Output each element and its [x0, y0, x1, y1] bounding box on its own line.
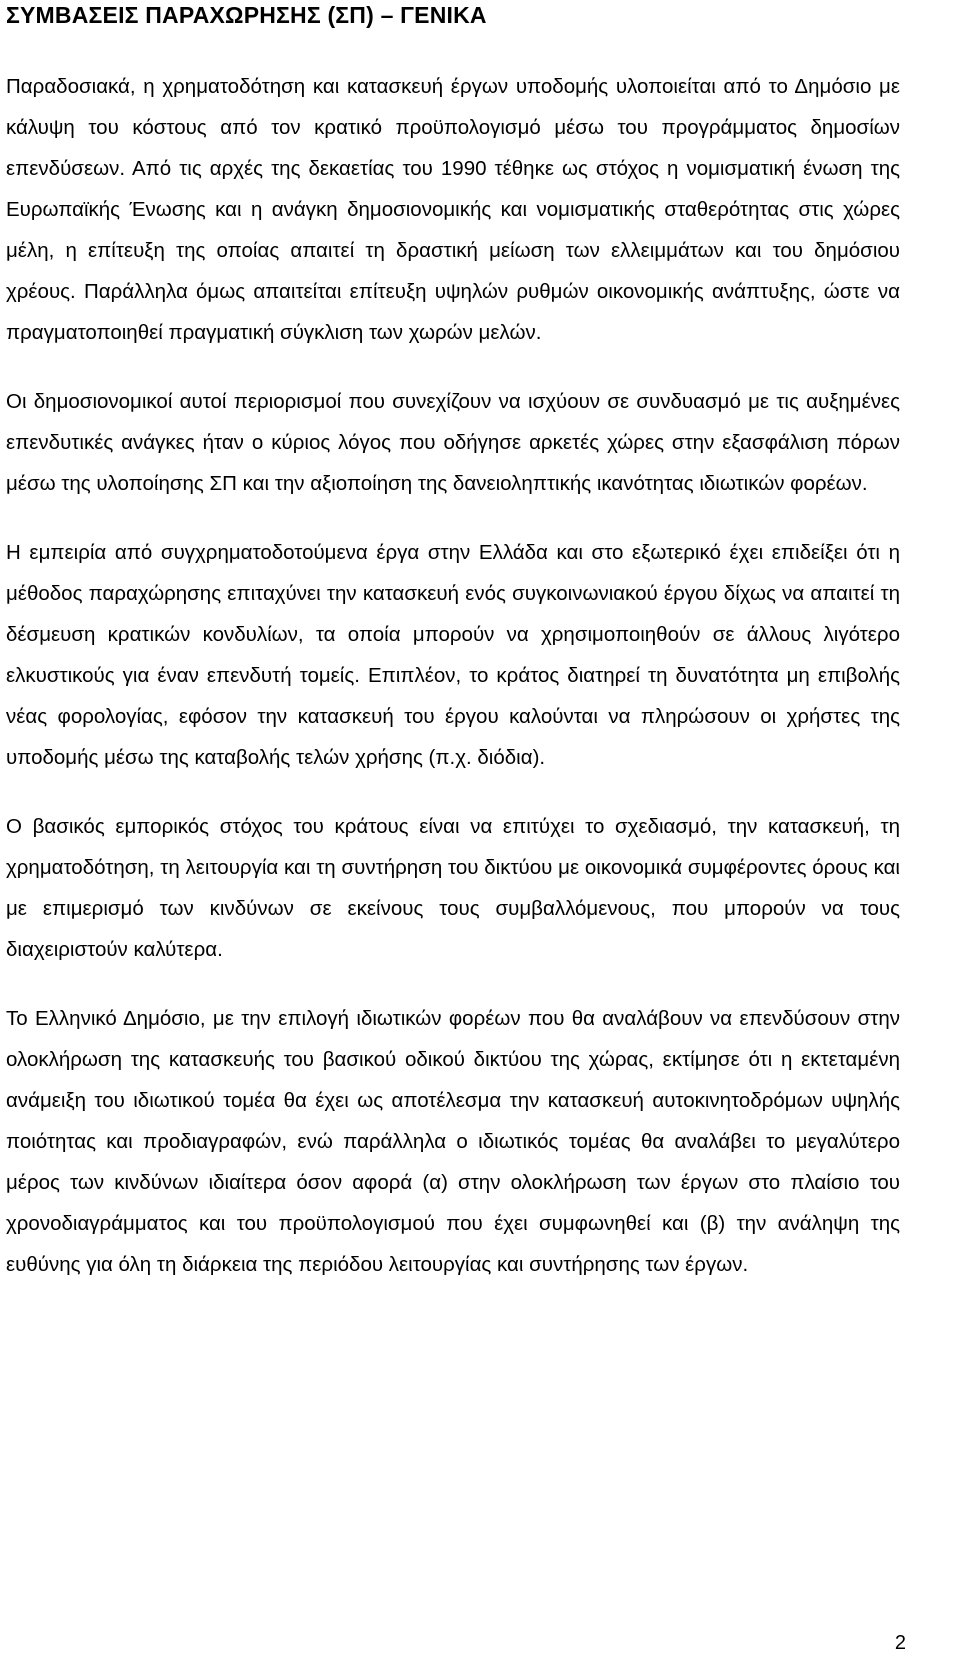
paragraph-5: Το Ελληνικό Δημόσιο, με την επιλογή ιδιωτικών φορέων που θα αναλάβουν να επενδύσουν στην ολοκλήρωση της κατασκευής του βασικού οδικού δικτύου της χώρας, εκτίμησε ότι η εκτεταμένη ανάμειξη του ιδιωτικού τομέα θα έχει ως αποτέλεσμα την κατασκευή αυτοκινητοδρόμων υψηλής ποιότητας και προδιαγραφών, ενώ παράλληλα ο ιδιωτικός τομέας θα αναλάβει το μεγαλύτερο μέρος των κινδύνων ιδιαίτερα όσον αφορά (α) στην ολοκλήρωση των έργων στο πλαίσιο του χρονοδιαγράμματος και του προϋπολογισμού που έχει συμφωνηθεί και (β) την ανάληψη της ευθύνης για όλη τη διάρκεια της περιόδου λειτουργίας και συντήρησης των έργων.	[6, 1007, 900, 1276]
document-body	[6, 66, 900, 1313]
page-number: 2	[894, 1632, 906, 1654]
paragraph-1: Παραδοσιακά, η χρηματοδότηση και κατασκευή έργων υποδομής υλοποιείται από το Δημόσιο με κάλυψη του κόστους από τον κρατικό προϋπολογισμό μέσω του προγράμματος δημοσίων επενδύσεων. Από τις αρχές της δεκαετίας του 1990 τέθηκε ως στόχος η νομισματική ένωση της Ευρωπαϊκής Ένωσης και η ανάγκη δημοσιονομικής και νομισματικής σταθερότητας στις χώρες μέλη, η επίτευξη της οποίας απαιτεί τη δραστική μείωση των ελλειμμάτων και του δημόσιου χρέους. Παράλληλα όμως απαιτείται επίτευξη υψηλών ρυθμών οικονομικής ανάπτυξης, ώστε να πραγματοποιηθεί πραγματική σύγκλιση των χωρών μελών.	[6, 75, 900, 344]
paragraph-3: Η εμπειρία από συγχρηματοδοτούμενα έργα στην Ελλάδα και στο εξωτερικό έχει επιδείξει ότι η μέθοδος παραχώρησης επιταχύνει την κατασκευή ενός συγκοινωνιακού έργου δίχως να απαιτεί τη δέσμευση κρατικών κονδυλίων, τα οποία μπορούν να χρησιμοποιηθούν σε άλλους λιγότερο ελκυστικούς για έναν επενδυτή τομείς. Επιπλέον, το κράτος διατηρεί τη δυνατότητα μη επιβολής νέας φορολογίας, εφόσον την κατασκευή του έργου καλούνται να πληρώσουν οι χρήστες της υποδομής μέσω της καταβολής τελών χρήσης (π.χ. διόδια).	[6, 541, 900, 769]
paragraph-4: Ο βασικός εμπορικός στόχος του κράτους είναι να επιτύχει το σχεδιασμό, την κατασκευή, τη χρηματοδότηση, τη λειτουργία και τη συντήρηση του δικτύου με οικονομικά συμφέροντες όρους και με επιμερισμό των κινδύνων σε εκείνους τους συμβαλλόμενους, που μπορούν να τους διαχειριστούν καλύτερα.	[6, 815, 900, 961]
paragraph-2: Οι δημοσιονομικοί αυτοί περιορισμοί που συνεχίζουν να ισχύουν σε συνδυασμό με τις αυξημένες επενδυτικές ανάγκες ήταν ο κύριος λόγος που οδήγησε αρκετές χώρες στην εξασφάλιση πόρων μέσω της υλοποίησης ΣΠ και την αξιοποίηση της δανειοληπτικής ικανότητας ιδιωτικών φορέων.	[6, 390, 900, 495]
document-title: ΣΥΜΒΑΣΕΙΣ ΠΑΡΑΧΩΡΗΣΗΣ (ΣΠ) – ΓΕΝΙΚΑ	[6, 2, 487, 28]
